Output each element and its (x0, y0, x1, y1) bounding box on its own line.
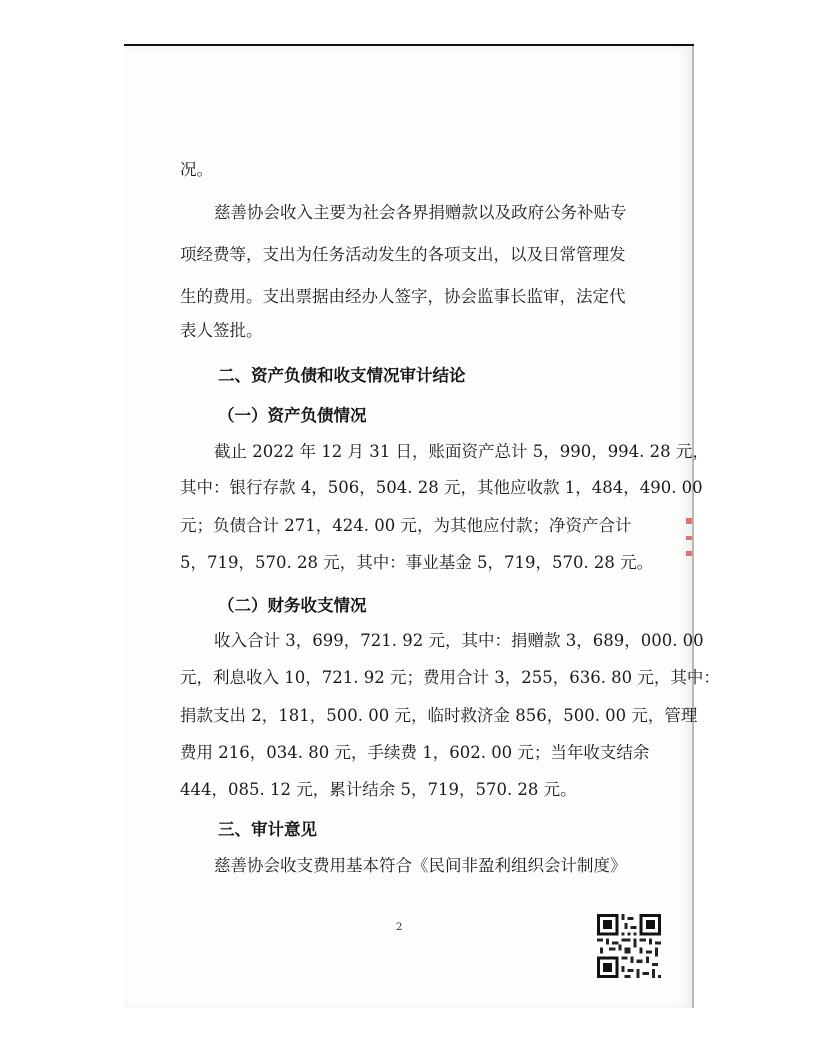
body-line: 5，719，570. 28 元，其中：事业基金 5，719，570. 28 元。 (180, 553, 654, 572)
stamp-fragment (686, 536, 692, 540)
body-line: 费用 216，034. 80 元，手续费 1，602. 00 元；当年收支结余 (180, 743, 650, 762)
section-heading: 三、审计意见 (218, 820, 317, 839)
body-line: 生的费用。支出票据由经办人签字，协会监事长监审，法定代 (180, 287, 626, 306)
body-line: 捐款支出 2，181，500. 00 元，临时救济金 856，500. 00 元，管理 (180, 706, 698, 725)
body-line: 慈善协会收入主要为社会各界捐赠款以及政府公务补贴专 (214, 203, 627, 222)
section-heading: 二、资产负债和收支情况审计结论 (218, 366, 466, 385)
body-line: 其中：银行存款 4，506，504. 28 元，其他应收款 1，484，490. 00 (180, 478, 703, 497)
body-line: 元，利息收入 10，721. 92 元；费用合计 3，255，636. 80 元，其中： (180, 668, 720, 687)
page-number: 2 (396, 922, 403, 933)
body-line: 慈善协会收支费用基本符合《民间非盈利组织会计制度》 (214, 856, 627, 875)
body-line: 截止 2022 年 12 月 31 日，账面资产总计 5，990，994. 28 元， (214, 442, 709, 461)
body-line: 元；负债合计 271，424. 00 元，为其他应付款；净资产合计 (180, 516, 632, 535)
body-line: 收入合计 3，699，721. 92 元，其中：捐赠款 3，689，000. 00 (214, 631, 704, 650)
body-line: 况。 (180, 160, 213, 179)
stamp-fragment (686, 518, 692, 524)
subsection-heading: （一）资产负债情况 (218, 406, 367, 425)
qr-code-icon[interactable] (597, 914, 661, 978)
body-line: 项经费等，支出为任务活动发生的各项支出，以及日常管理发 (180, 245, 626, 264)
stamp-fragment (686, 551, 692, 556)
subsection-heading: （二）财务收支情况 (218, 596, 367, 615)
body-line: 444，085. 12 元，累计结余 5，719，570. 28 元。 (180, 780, 577, 799)
body-line: 表人签批。 (180, 321, 263, 340)
